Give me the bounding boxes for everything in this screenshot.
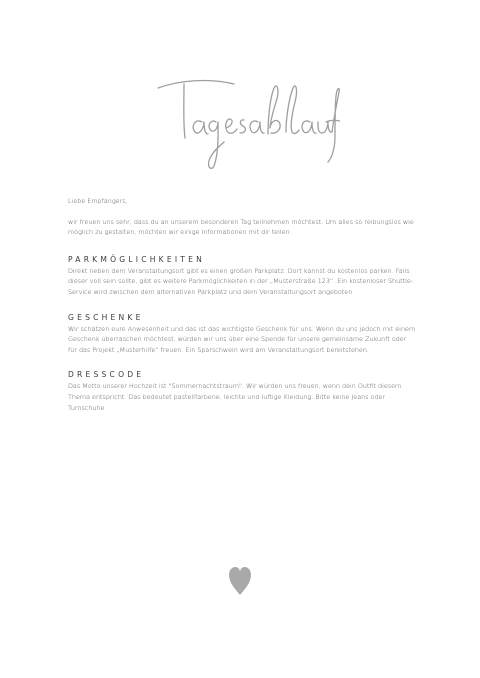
letter-content <box>68 196 416 427</box>
section-heading-gifts: GESCHENKE <box>68 312 144 322</box>
section-heading-dresscode: DRESSCODE <box>68 370 145 380</box>
page-title <box>140 62 340 182</box>
heart-icon-graphic <box>228 566 252 596</box>
heart-icon <box>228 566 252 596</box>
section-text-parking: Direkt neben dem Veranstaltungsort gibt es einen großen Parkplatz. Dort kannst du kostenlos parken. Falls dieser voll sein sollte, gibt es weitere Parkmöglichkeiten in der „Musterstraße 123“. Ein kostenloser Shuttle-Service wird zwischen dem alternativen Parkplatz und dem Veranstaltungsort angeboten. <box>68 266 414 296</box>
section-gifts <box>68 312 416 356</box>
handwritten-title-graphic <box>140 62 340 182</box>
section-parking <box>68 254 416 298</box>
section-text-gifts: Wir schätzen eure Anwesenheit und das ist das wichtigste Geschenk für uns. Wenn du uns jedoch mit einem Geschenk überraschen möchtest, würden wir uns über eine Spende für unsere gemeinsame Zukunft oder für das Projekt „Musterhilfe“ freuen. Ein Sparschwein wird am Veranstaltungsort bereitstehen. <box>68 324 416 354</box>
intro-paragraph: wir freuen uns sehr, dass du an unserem besonderen Tag teilnehmen möchtest. Um alles so reibungslos wie möglich zu gestalten, möchten wir einige Informationen mit dir teilen: <box>68 217 414 237</box>
greeting: Liebe Empfängers, <box>68 197 128 205</box>
section-dresscode <box>68 369 416 413</box>
section-text-dresscode: Das Motto unserer Hochzeit ist "Sommernachtstraum". Wir würden uns freuen, wenn dein Outfit diesem Thema entspricht. Das bedeutet pastellfarbene, leichte und luftige Kleidung. Bitte keine Jeans oder Turnschuhe. <box>68 382 402 412</box>
section-heading-parking: PARKMÖGLICHKEITEN <box>68 254 205 264</box>
